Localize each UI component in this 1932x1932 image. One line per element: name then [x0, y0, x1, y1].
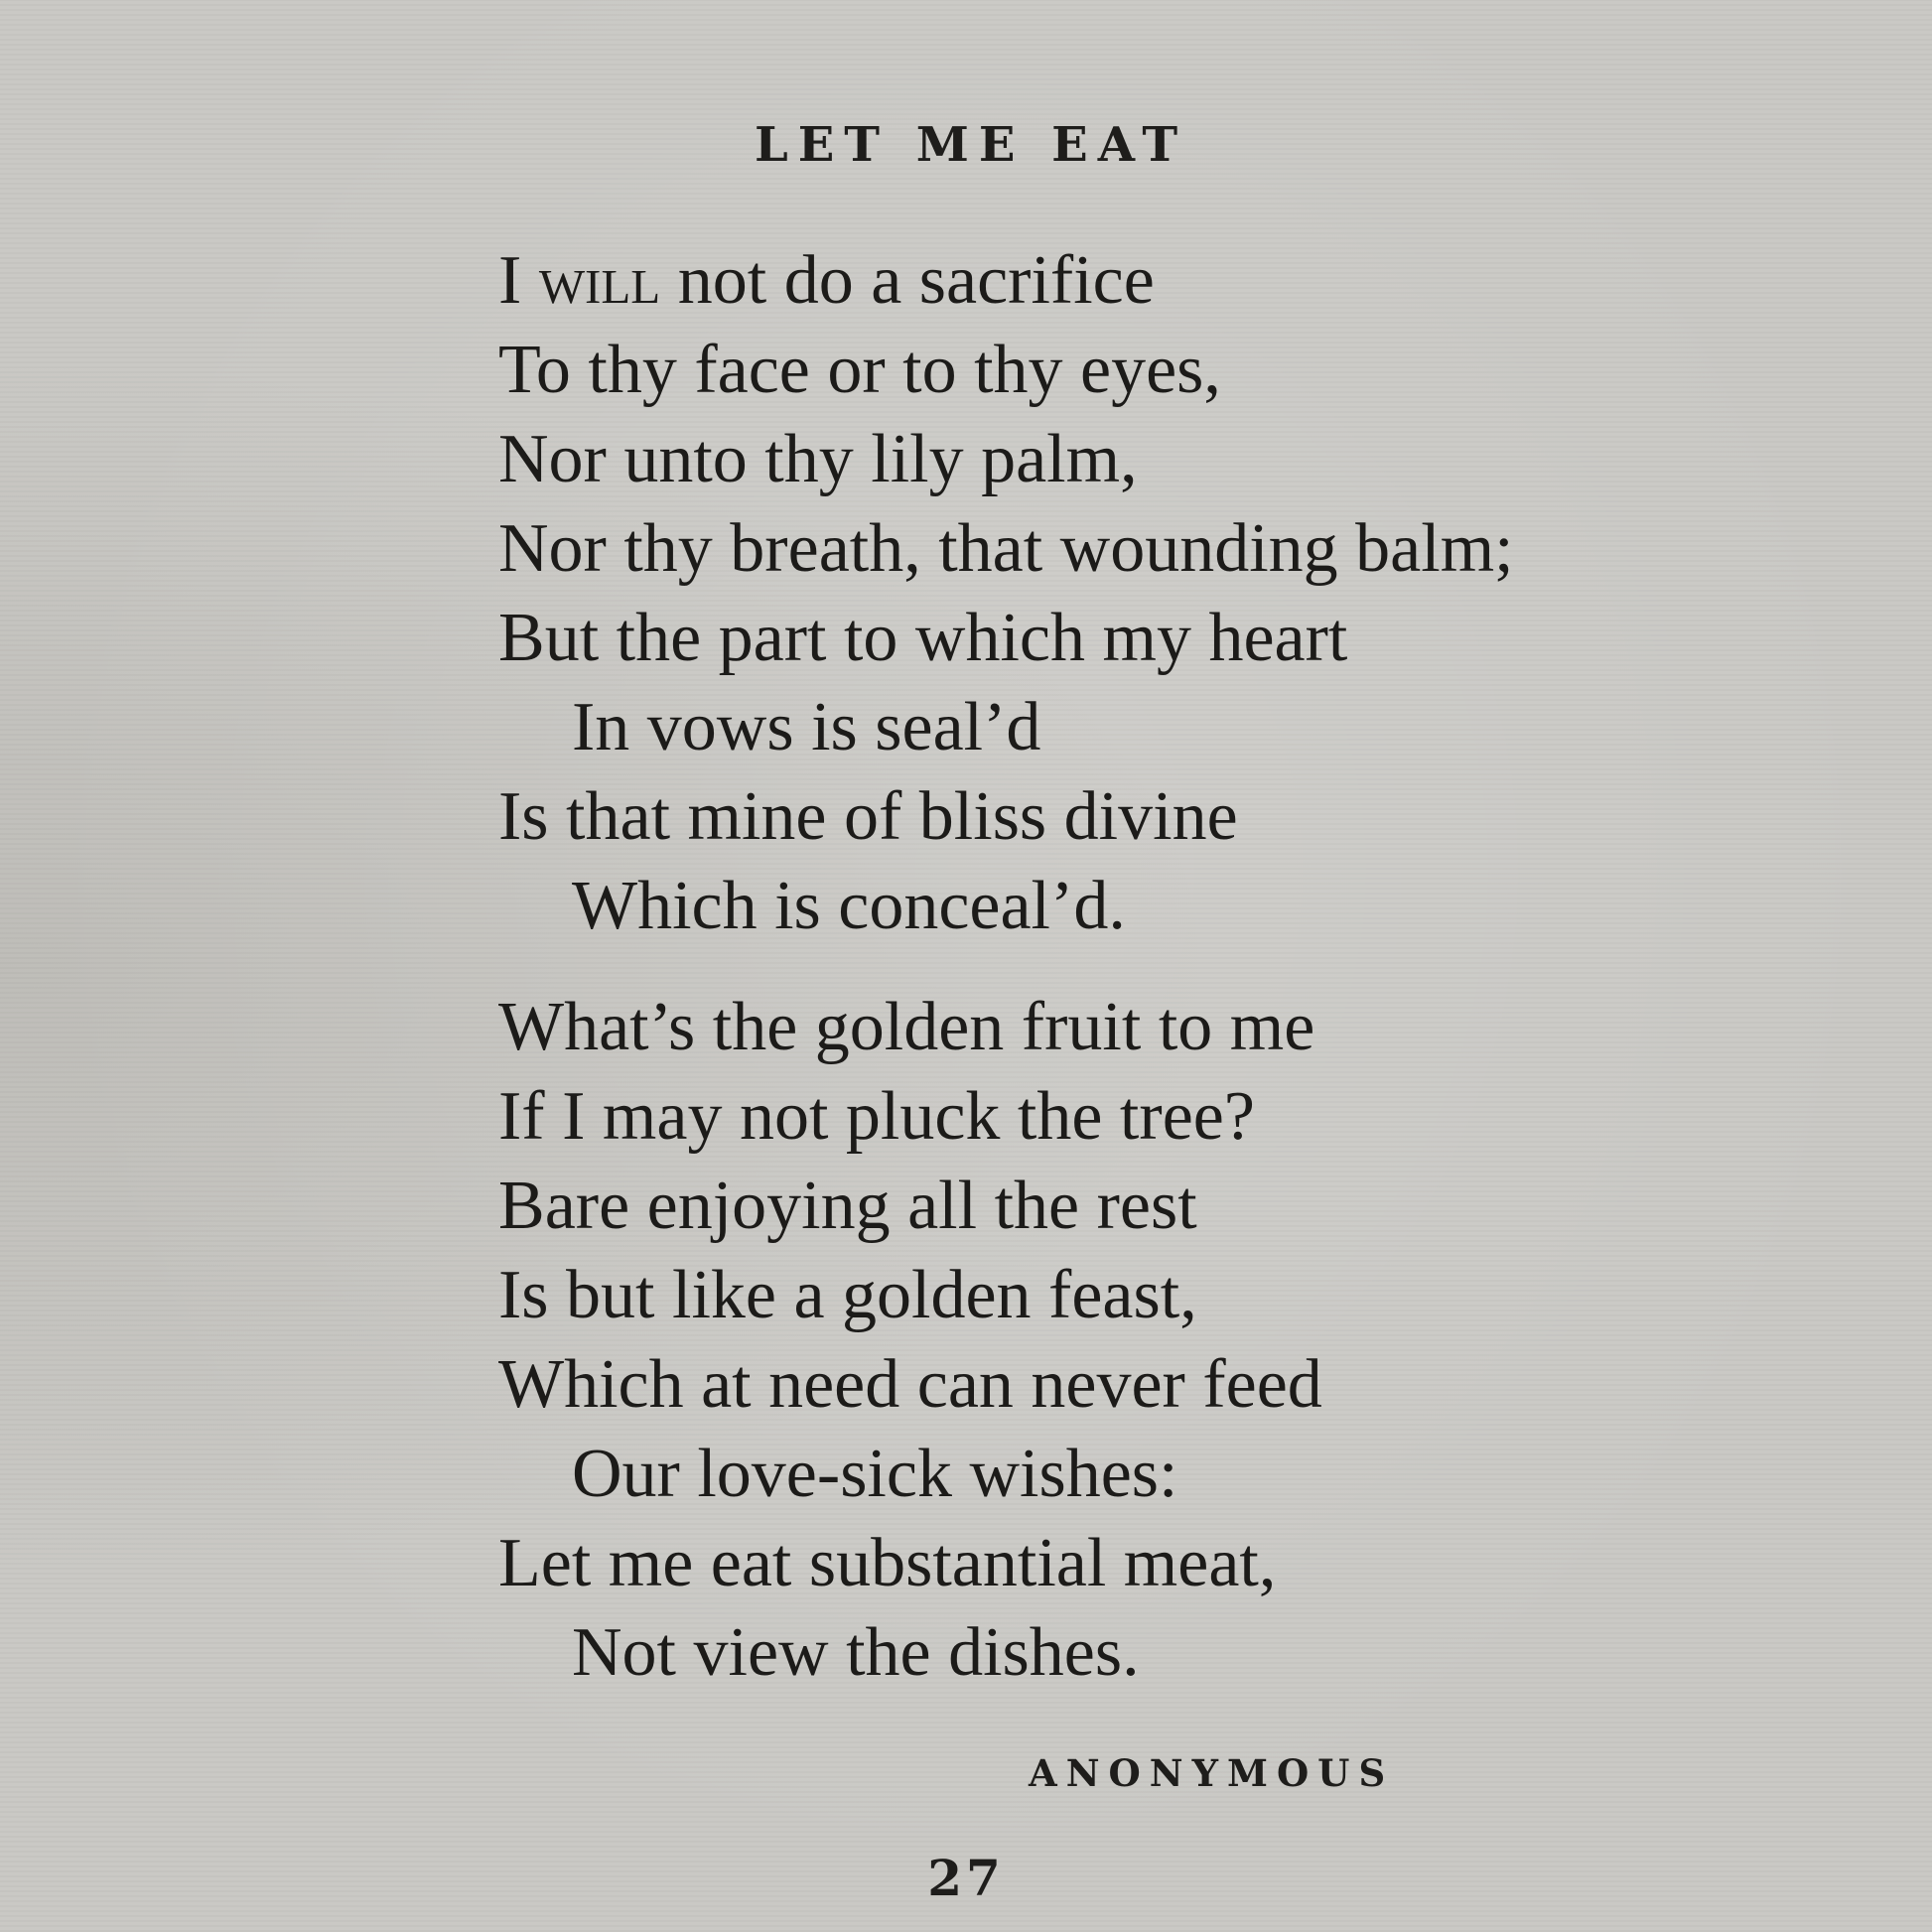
poem-line: Nor unto thy lily palm,	[498, 421, 1138, 497]
stanza-2	[498, 983, 1789, 1698]
poem-line: Nor thy breath, that wounding balm;	[498, 510, 1514, 587]
author-attribution: ANONYMOUS	[1029, 1751, 1395, 1795]
poem-line-indented: Our love-sick wishes:	[572, 1436, 1178, 1512]
stanza-1	[498, 236, 1789, 951]
page-number: 27	[927, 1849, 1005, 1907]
poem-line: Is that mine of bliss divine	[498, 778, 1238, 855]
first-word: I	[498, 242, 522, 319]
poem-line: If I may not pluck the tree?	[498, 1078, 1255, 1155]
poem-line: Which at need can never feed	[498, 1346, 1322, 1423]
first-word-smallcaps: will	[538, 242, 661, 319]
poem-line-indented: Not view the dishes.	[572, 1614, 1140, 1691]
poem-line: Let me eat substantial meat,	[498, 1525, 1277, 1601]
poem-title: LET ME EAT	[754, 117, 1188, 173]
poem-line: To thy face or to thy eyes,	[498, 332, 1221, 408]
poem-line: But the part to which my heart	[498, 600, 1348, 676]
first-line-rest: not do a sacrifice	[660, 242, 1155, 319]
poem-line: What’s the golden fruit to me	[498, 989, 1315, 1065]
poem-line: Is but like a golden feast,	[498, 1257, 1197, 1333]
poem-line-indented: Which is conceal’d.	[572, 868, 1126, 944]
poem-line: Bare enjoying all the rest	[498, 1168, 1197, 1244]
poem-line-indented: In vows is seal’d	[572, 689, 1041, 765]
poem-line	[498, 236, 1789, 326]
poem-body	[498, 236, 1789, 1698]
